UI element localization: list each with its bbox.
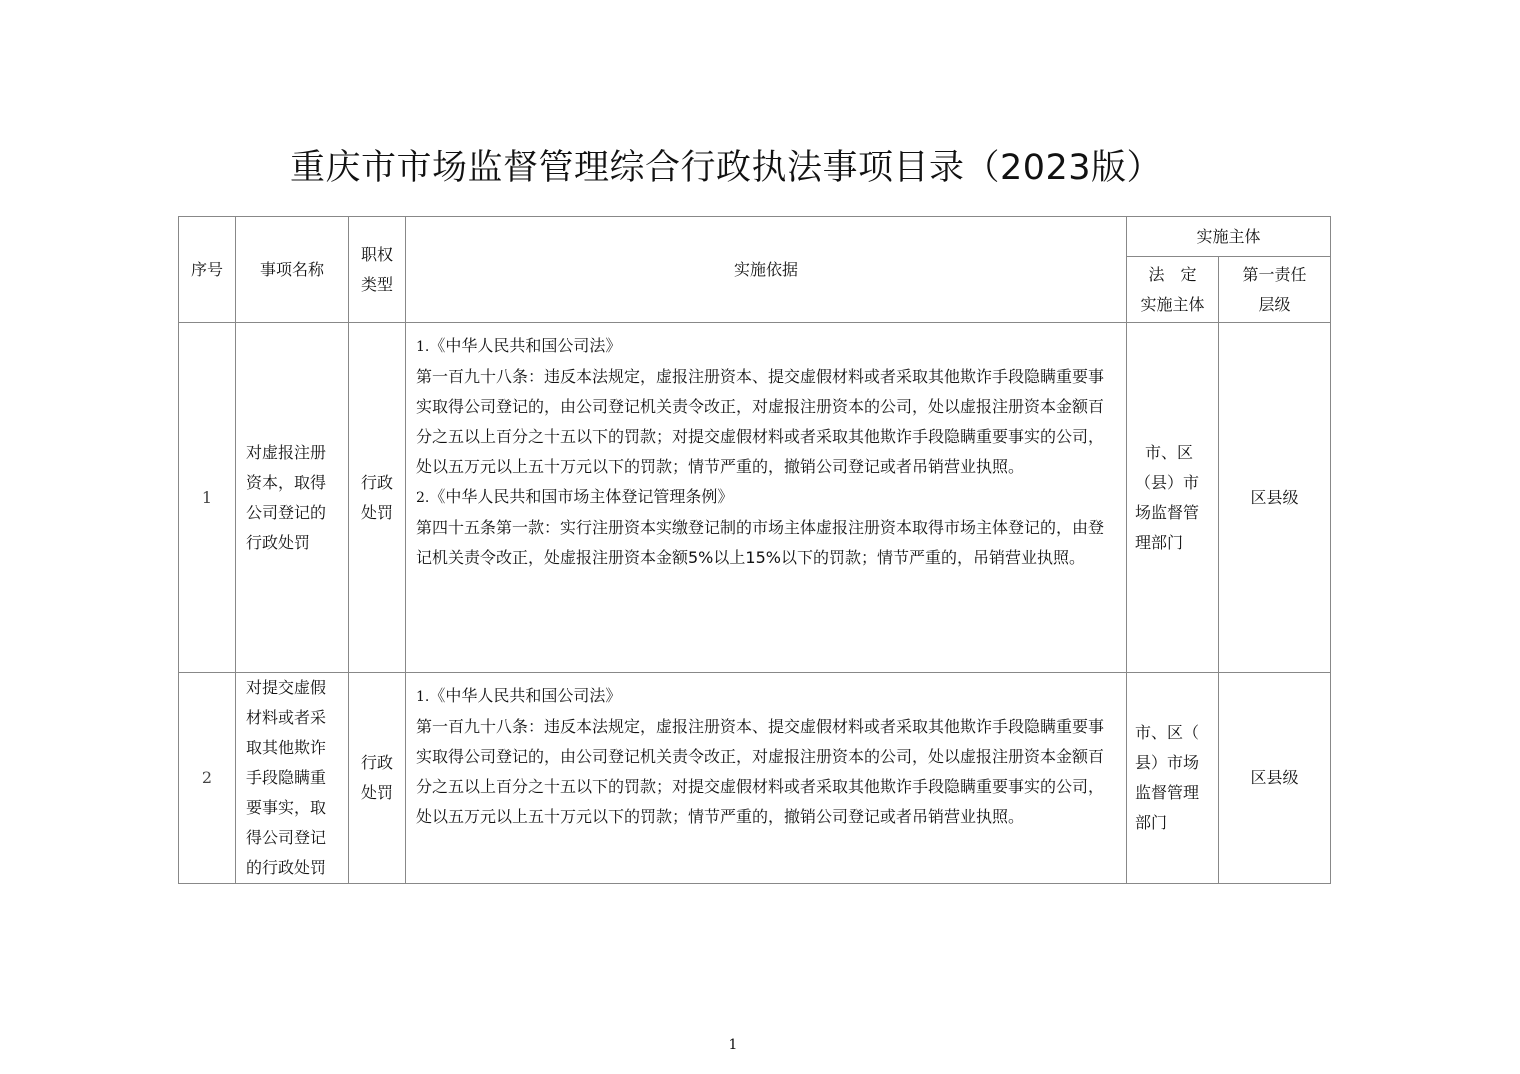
header-seq: 序号 <box>179 217 236 323</box>
row-item-name <box>236 323 349 673</box>
row-type <box>349 673 406 884</box>
law-title: 1.《中华人民共和国公司法》 <box>416 336 622 355</box>
name-line: 材料或者采 <box>246 708 327 727</box>
subject-line: 部门 <box>1135 813 1168 832</box>
header-legal-line2: 实施主体 <box>1140 294 1205 314</box>
header-type-line1: 职权 <box>360 244 393 264</box>
row-basis <box>406 673 1127 884</box>
type-line: 处罚 <box>360 502 393 522</box>
header-item-name: 事项名称 <box>236 217 349 323</box>
law-title: 1.《中华人民共和国公司法》 <box>416 686 622 705</box>
law-title: 2.《中华人民共和国市场主体登记管理条例》 <box>416 487 734 506</box>
document-title: 重庆市市场监督管理综合行政执法事项目录（2023版） <box>289 148 1163 188</box>
name-line: 得公司登记 <box>246 828 327 847</box>
row-responsibility-level: 区县级 <box>1219 673 1331 884</box>
subject-line: 市、区 <box>1145 442 1194 462</box>
name-line: 的行政处罚 <box>246 858 327 877</box>
name-line: 行政处罚 <box>246 532 311 552</box>
row-seq: 2 <box>179 673 236 884</box>
name-line: 公司登记的 <box>246 502 327 522</box>
name-line: 资本，取得 <box>246 472 327 492</box>
law-article-text: 第一百九十八条：违反本法规定，虚报注册资本、提交虚假材料或者采取其他欺诈手段隐瞒重要事实取得公司登记的，由公司登记机关责令改正，对虚报注册资本的公司，处以虚报注册资本金额百分之五以上百分之十五以下的罚款；对提交虚假材料或者采取其他欺诈手段隐瞒重要事实的公司，处以五万元以上五十万元以下的罚款；情节严重的，撤销公司登记或者吊销营业执照。 <box>416 717 1105 826</box>
subject-line: 市、区（ <box>1135 723 1200 742</box>
subject-line: 场监督管 <box>1135 502 1200 522</box>
row-responsibility-level: 区县级 <box>1219 323 1331 673</box>
type-line: 行政 <box>360 472 393 492</box>
header-legal-line1: 法 定 <box>1148 264 1197 284</box>
name-line: 要事实，取 <box>246 798 327 817</box>
name-line: 对提交虚假 <box>246 678 327 697</box>
table-row <box>179 673 1331 884</box>
row-legal-subject <box>1127 673 1219 884</box>
type-line: 处罚 <box>360 783 393 802</box>
subject-line: 理部门 <box>1135 532 1184 552</box>
header-level-line2: 层级 <box>1258 294 1291 314</box>
subject-line: 监督管理 <box>1135 783 1200 802</box>
header-responsibility-level <box>1219 257 1331 323</box>
law-article-text: 第四十五条第一款：实行注册资本实缴登记制的市场主体虚报注册资本取得市场主体登记的，由登记机关责令改正，处虚报注册资本金额5%以上15%以下的罚款；情节严重的，吊销营业执照。 <box>416 518 1105 567</box>
header-level-line1: 第一责任 <box>1242 264 1307 284</box>
name-line: 取其他欺诈 <box>246 738 327 757</box>
table-row <box>179 323 1331 673</box>
row-basis <box>406 323 1127 673</box>
row-legal-subject <box>1127 323 1219 673</box>
subject-line: 县）市场 <box>1135 753 1200 772</box>
header-basis: 实施依据 <box>406 217 1127 323</box>
name-line: 对虚报注册 <box>246 442 327 462</box>
name-line: 手段隐瞒重 <box>246 768 327 787</box>
row-item-name <box>236 673 349 884</box>
header-row-1 <box>179 217 1331 257</box>
row-seq: 1 <box>179 323 236 673</box>
row-type <box>349 323 406 673</box>
subject-line: （县）市 <box>1135 472 1200 492</box>
enforcement-items-table <box>178 216 1331 884</box>
header-type <box>349 217 406 323</box>
law-article-text: 第一百九十八条：违反本法规定，虚报注册资本、提交虚假材料或者采取其他欺诈手段隐瞒重要事实取得公司登记的，由公司登记机关责令改正，对虚报注册资本的公司，处以虚报注册资本金额百分之五以上百分之十五以下的罚款；对提交虚假材料或者采取其他欺诈手段隐瞒重要事实的公司，处以五万元以上五十万元以下的罚款；情节严重的，撤销公司登记或者吊销营业执照。 <box>416 367 1105 476</box>
header-type-line2: 类型 <box>360 274 393 294</box>
header-subject-group: 实施主体 <box>1127 217 1331 257</box>
page-number: 1 <box>728 1037 738 1053</box>
type-line: 行政 <box>360 753 393 772</box>
header-legal-subject <box>1127 257 1219 323</box>
